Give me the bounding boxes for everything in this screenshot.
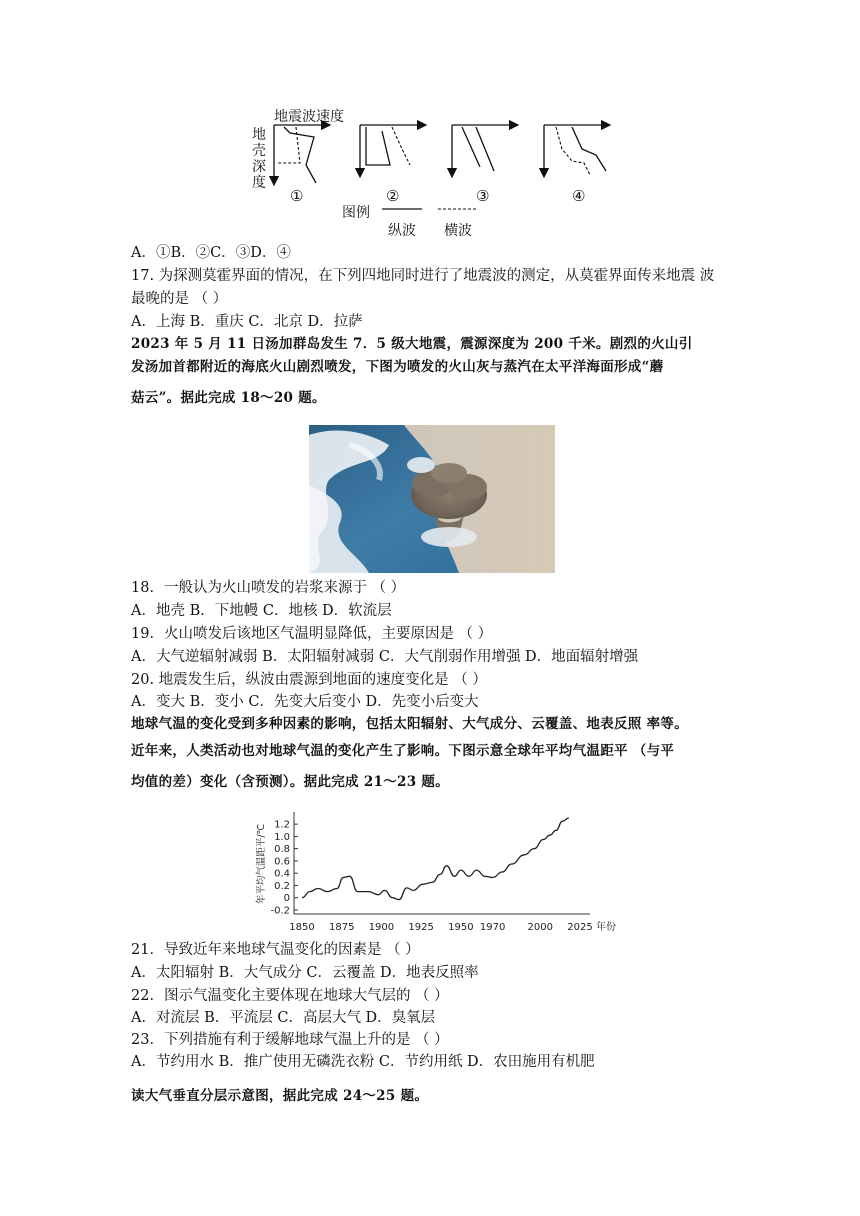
y-axis-label — [255, 823, 267, 904]
x-tick-label: 2025 — [567, 922, 593, 933]
y-tick-label: 0 — [283, 893, 290, 905]
passage1-line-3: 菇云”。据此完成 18～20 题。 — [131, 390, 326, 406]
x-axis-label: 年份 — [596, 922, 616, 933]
panel-label-3: ③ — [476, 187, 490, 205]
q21-options: A．太阳辐射 B．大气成分 C．云覆盖 D．地表反照率 — [131, 965, 479, 981]
panel-4 — [544, 125, 610, 205]
panel-2 — [360, 125, 426, 205]
legend-p-wave: 纵波 — [388, 223, 416, 239]
passage2-line-1: 地球气温的变化受到多种因素的影响，包括太阳辐射、大气成分、云覆盖、地表反照 率等。 — [131, 716, 688, 732]
q20-stem: 20. 地震发生后，纵波由震源到地面的速度变化是 （ ） — [131, 672, 487, 688]
y-tick-label: -0.2 — [270, 905, 290, 917]
svg-text:深: 深 — [252, 159, 266, 175]
passage3: 读大气垂直分层示意图，据此完成 24～25 题。 — [131, 1088, 429, 1104]
passage1-line-2: 发汤加首都附近的海底火山剧烈喷发，下图为喷发的火山灰与蒸汽在太平洋海面形成“蘑 — [131, 359, 664, 375]
x-tick-label: 2000 — [527, 922, 554, 933]
panel-1 — [274, 125, 330, 205]
x-tick-label: 1950 — [448, 922, 474, 933]
y-tick-label: 0.8 — [274, 844, 290, 856]
y-tick-label: 0.2 — [274, 880, 290, 892]
svg-text:度: 度 — [252, 175, 266, 191]
x-tick-label: 1925 — [408, 922, 434, 933]
q23-options: A．节约用水 B．推广使用无磷洗衣粉 C．节约用纸 D．农田施用有机肥 — [131, 1054, 595, 1070]
q18-stem: 18．一般认为火山喷发的岩浆来源于 （ ） — [131, 580, 406, 596]
q22-stem: 22．图示气温变化主要体现在地球大气层的 （ ） — [131, 988, 449, 1004]
temperature-anomaly-chart — [250, 808, 620, 938]
q22-options: A．对流层 B．平流层 C．高层大气 D．臭氧层 — [131, 1010, 436, 1026]
x-tick-label: 1970 — [479, 922, 506, 933]
y-tick-label: 0.6 — [274, 856, 290, 868]
q21-stem: 21．导致近年来地球气温变化的因素是 （ ） — [131, 942, 420, 958]
q16-options: A．①B．②C．③D．④ — [131, 245, 291, 261]
y-axis-label-text: 年平均气温距平/℃ — [256, 823, 267, 905]
panel-3 — [452, 125, 518, 205]
passage2-line-2: 近年来，人类活动也对地球气温的变化产生了影响。下图示意全球年平均气温距平 （与平 — [131, 743, 675, 759]
svg-text:壳: 壳 — [252, 143, 266, 159]
seismic-wave-figure — [250, 105, 620, 240]
q17-options: A．上海 B．重庆 C．北京 D．拉萨 — [131, 314, 363, 330]
y-tick-label: 0.4 — [274, 868, 290, 880]
x-axis-label: 地震波速度 — [274, 109, 344, 125]
passage2-line-3: 均值的差）变化（含预测）。据此完成 21～23 题。 — [131, 774, 450, 790]
panel-label-2: ② — [386, 187, 400, 205]
passage1-line-1: 2023 年 5 月 11 日汤加群岛发生 7．5 级大地震，震源深度为 200 千米。剧烈的火山引 — [131, 336, 693, 352]
q17-stem-1: 17. 为探测莫霍界面的情况，在下列四地同时进行了地震波的测定，从莫霍界面传来地震 波 — [131, 268, 715, 284]
y-tick-label: 1.2 — [274, 819, 290, 831]
svg-text:地: 地 — [252, 127, 266, 143]
x-tick-label: 1875 — [328, 922, 355, 933]
q17-stem-2: 最晚的是 （ ） — [131, 291, 228, 307]
legend-s-wave: 横波 — [444, 223, 472, 239]
q19-stem: 19．火山喷发后该地区气温明显降低，主要原因是 （ ） — [131, 626, 493, 642]
series-line — [302, 818, 569, 900]
q19-options: A．大气逆辐射减弱 B．太阳辐射减弱 C．大气削弱作用增强 D．地面辐射增强 — [131, 649, 639, 665]
y-tick-label: 1.0 — [274, 831, 290, 843]
x-tick-label: 1900 — [368, 922, 395, 933]
panel-label-1: ① — [290, 187, 304, 205]
volcano-photo — [309, 425, 555, 573]
x-tick-label: 1850 — [289, 922, 315, 933]
legend-title: 图例 — [342, 205, 370, 221]
panel-label-4: ④ — [572, 187, 586, 205]
q18-options: A．地壳 B．下地幔 C．地核 D．软流层 — [131, 603, 392, 619]
q20-options: A．变大 B．变小 C．先变大后变小 D．先变小后变大 — [131, 694, 479, 710]
q23-stem: 23．下列措施有利于缓解地球气温上升的是 （ ） — [131, 1032, 449, 1048]
